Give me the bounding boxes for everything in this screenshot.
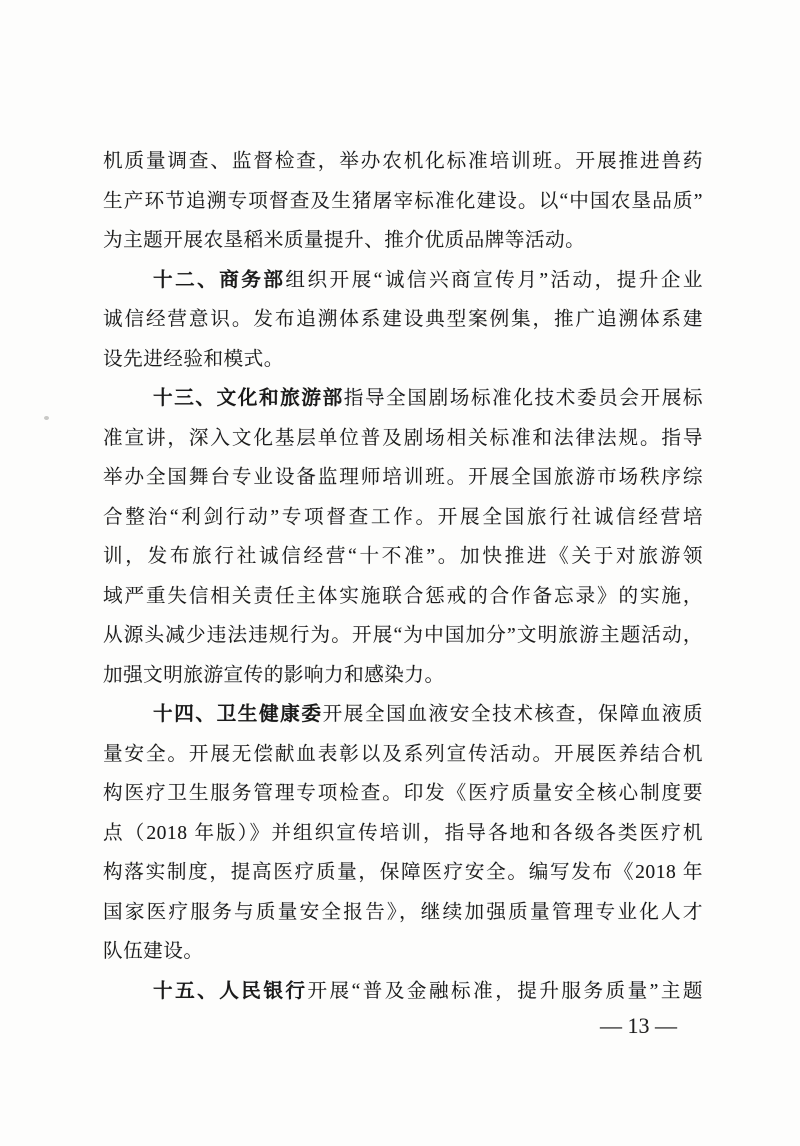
text-line: 队伍建设。 (103, 941, 204, 962)
text-line (103, 972, 703, 1012)
section-heading: 十三、文化和旅游部 (153, 387, 344, 409)
line-text: 组织开展“诚信兴商宣传月”活动，提升企业 (285, 269, 703, 291)
line-text: 开展全国血液安全技术核查，保障血液质 (322, 704, 704, 725)
text-line: 国家医疗服务与质量安全报告》，继续加强质量管理专业化人才 (103, 901, 703, 923)
section-heading: 十四、卫生健康委 (153, 703, 323, 725)
section-heading: 十五、人民银行 (153, 979, 308, 1002)
text-line: 机质量调查、监督检查，举办农机化标准培训班。开展推进兽药 (103, 151, 703, 172)
text-line: 量安全。开展无偿献血表彰以及系列宣传活动。开展医养结合机 (103, 743, 703, 765)
text-line: 从源头减少违法违规行为。开展“为中国加分”文明旅游主题活动， (103, 625, 703, 646)
text-line: 训，发布旅行社诚信经营“十不准”。加快推进《关于对旅游领 (103, 546, 703, 567)
text-line: 诚信经营意识。发布追溯体系建设典型案例集，推广追溯体系建 (103, 309, 703, 330)
paragraph-11-continuation (103, 142, 703, 261)
text-block (103, 142, 703, 1011)
text-line: 合整治“利剑行动”专项督查工作。开展全国旅行社诚信经营培 (103, 506, 703, 528)
line-text: 开展“普及金融标准，提升服务质量”主题 (307, 980, 703, 1002)
page-number: — 13 — (600, 1013, 677, 1038)
text-line: 设先进经验和模式。 (103, 348, 284, 370)
paragraph-15-peoples-bank (103, 972, 703, 1012)
text-line (103, 695, 703, 735)
text-line: 点（2018 年版）》并组织宣传培训，指导各地和各级各类医疗机 (103, 822, 703, 844)
paragraph-14-national-health-commission (103, 695, 703, 972)
text-line: 为主题开展农垦稻米质量提升、推介优质品牌等活动。 (103, 230, 586, 251)
text-line: 构医疗卫生服务管理专项检查。印发《医疗质量安全核心制度要 (103, 783, 703, 804)
scan-artifact (44, 416, 49, 420)
text-line: 加强文明旅游宣传的影响力和感染力。 (103, 664, 445, 686)
text-line: 构落实制度，提高医疗质量，保障医疗安全。编写发布《2018 年 (103, 862, 703, 883)
text-line: 生产环节追溯专项督查及生猪屠宰标准化建设。以“中国农垦品质” (103, 190, 703, 212)
paragraph-12-ministry-of-commerce (103, 261, 703, 380)
text-line: 准宣讲，深入文化基层单位普及剧场相关标准和法律法规。指导 (103, 427, 703, 449)
text-line: 举办全国舞台专业设备监理师培训班。开展全国旅游市场秩序综 (103, 467, 703, 488)
paragraph-13-ministry-of-culture-and-tourism (103, 379, 703, 695)
text-line (103, 261, 703, 301)
line-text: 指导全国剧场标准化技术委员会开展标 (343, 388, 704, 409)
text-line: 域严重失信相关责任主体实施联合惩戒的合作备忘录》的实施， (103, 585, 703, 607)
text-line (103, 379, 703, 419)
section-heading: 十二、商务部 (153, 268, 286, 291)
